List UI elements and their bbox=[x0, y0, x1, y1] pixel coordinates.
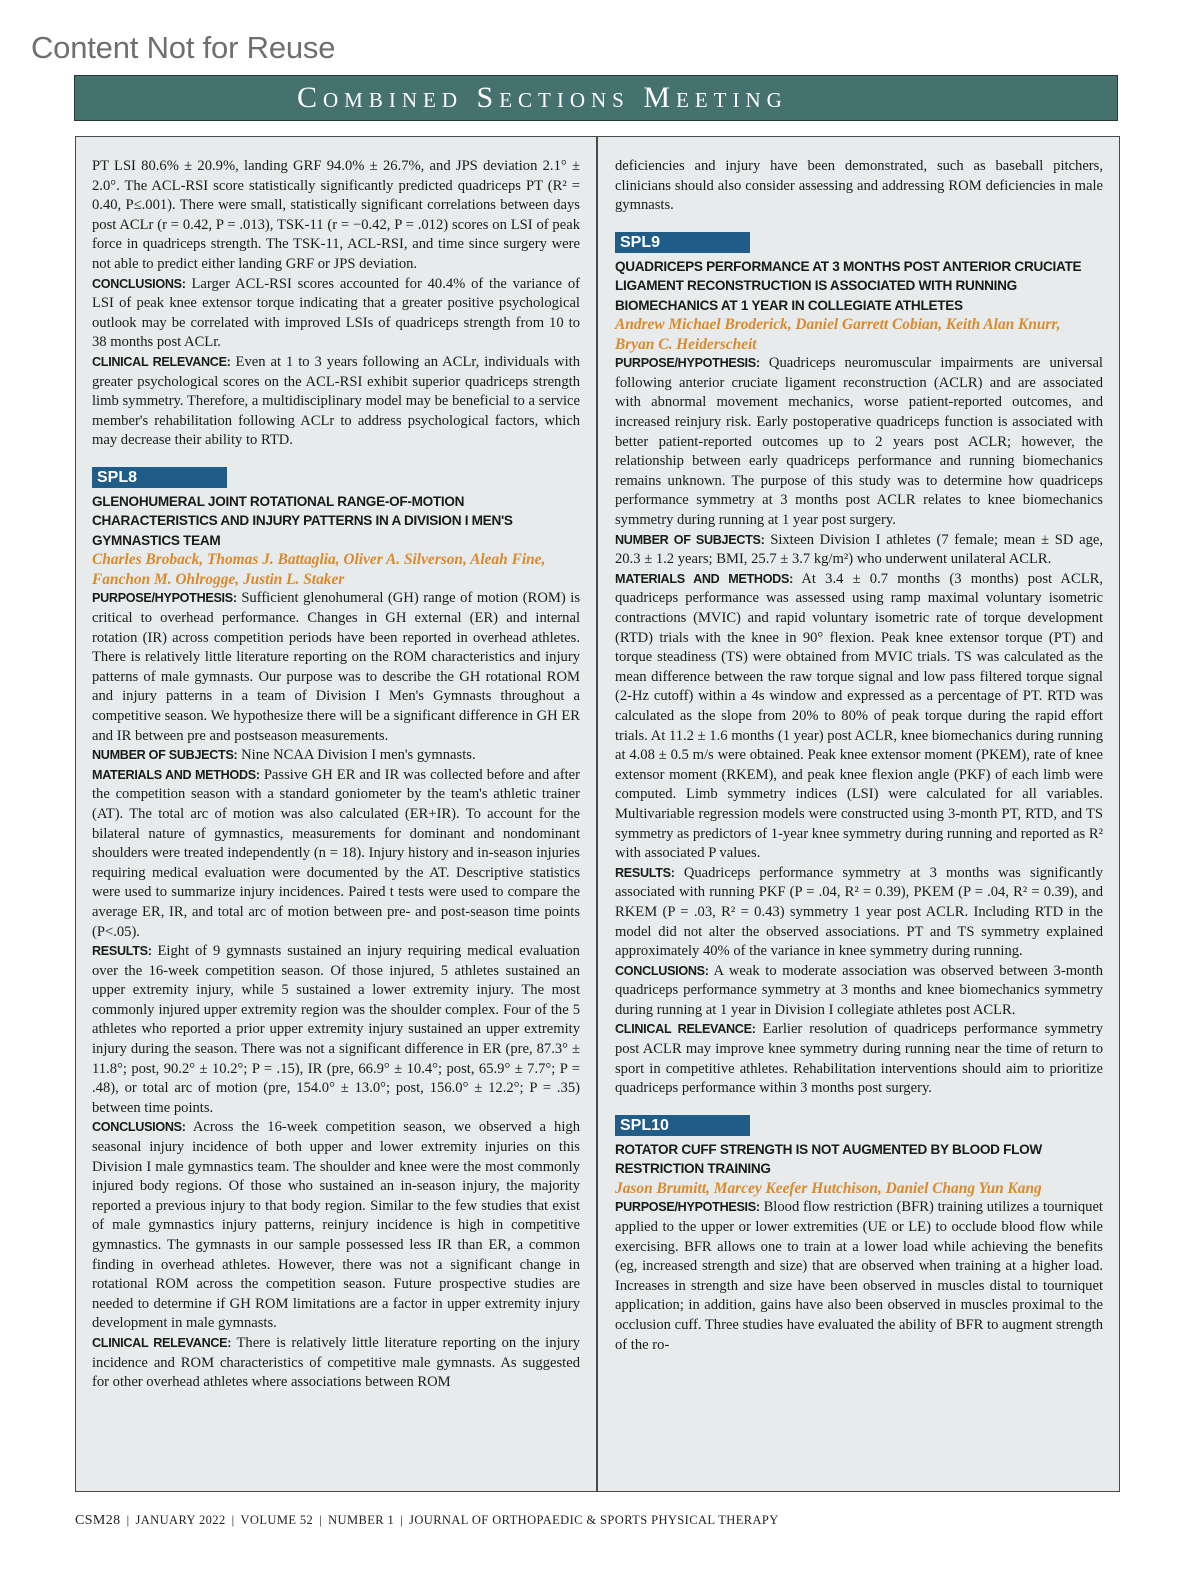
conclusions-text: A weak to moderate association was observed between 3-month quadriceps performance symmetry at 3 months and knee biomechanics symmetry during running at 1 year in Division I collegiate athletes post ACLR. bbox=[615, 962, 1103, 1018]
conclusions-label: CONCLUSIONS: bbox=[92, 1120, 186, 1135]
clinical-relevance-text: Earlier resolution of quadriceps performance symmetry post ACLR may improve knee symmetry during running near the time of return to sport in competitive athletes. Rehabilitation interventions should aim to prioritize quadriceps performance within 3 months post surgery. bbox=[615, 1021, 1103, 1097]
spl9-subjects bbox=[615, 531, 1103, 570]
left-column bbox=[75, 136, 597, 1492]
results-text: Quadriceps performance symmetry at 3 months was significantly associated with running PKF (P = .04, R² = 0.39), PKEM (P = .04, R² = 0.39), and RKEM (P = .03, R² = 0.43) symmetry 1 year post ACLR. Including RTD in the model did not alter the observed associations. PT and TS symmetry explained approximately 40% of the variance in knee symmetry during running. bbox=[615, 864, 1103, 960]
continued-text: deficiencies and injury have been demonstrated, such as baseball pitchers, clinicians should also consider assessing and addressing ROM deficiencies in male gymnasts. bbox=[615, 158, 1103, 214]
results-label: RESULTS: bbox=[92, 944, 152, 959]
conclusions-text: Larger ACL-RSI scores accounted for 40.4% of the variance of LSI of peak knee extensor torque indicating that a greater positive psychological outlook may be correlated with improved LSIs of quadriceps strength from 10 to 38 months post ACLr. bbox=[92, 275, 580, 351]
watermark: Content Not for Reuse bbox=[31, 30, 336, 65]
purpose-text: Sufficient glenohumeral (GH) range of motion (ROM) is critical to overhead performance. Changes in GH external (ER) and internal rotation (IR) across competition periods have been reported in overhead athletes. There is relatively little literature reporting on the ROM characteristics and injury patterns of male gymnasts. Our purpose was to describe the GH rotational ROM and injury patterns in a team of Division I Men's Gymnasts throughout a competitive season. We hypothesize there will be a significant difference in GH ER and IR between pre and postseason measurements. bbox=[92, 590, 580, 744]
spl9-conclusions bbox=[615, 962, 1103, 1021]
purpose-text: Blood flow restriction (BFR) training utilizes a tourniquet applied to the upper or lower extremities (UE or LE) to occlude blood flow while exercising. BFR allows one to train at a lower load while achieving the benefits (eg, increased strength and size) that are observed when training at a higher load. Increases in strength and size have been observed in muscles distal to tourniquet application; in addition, gains have also been observed in muscles proximal to the occlusion cuff. Three studies have evaluated the ability of BFR to augment strength of the ro- bbox=[615, 1199, 1103, 1353]
subjects-text: Sixteen Division I athletes (7 female; mean ± SD age, 20.3 ± 1.2 years; BMI, 25.7 ± 3.7 kg/m²) who underwent unilateral ACLR. bbox=[615, 531, 1103, 568]
issue-date: JANUARY 2022 bbox=[135, 1513, 226, 1527]
purpose-label: PURPOSE/HYPOTHESIS: bbox=[615, 1200, 760, 1215]
banner-title: Combined Sections Meeting bbox=[297, 81, 788, 114]
spl8-tag: SPL8 bbox=[92, 467, 227, 488]
spl9-authors: Andrew Michael Broderick, Daniel Garrett Cobian, Keith Alan Knurr, Bryan C. Heiderscheit bbox=[615, 316, 1061, 353]
conclusions-paragraph bbox=[92, 275, 580, 353]
subjects-label: NUMBER OF SUBJECTS: bbox=[615, 532, 765, 547]
conclusions-text: Across the 16-week competition season, we observed a high seasonal injury incidence of both upper and lower extremity injuries on this Division I male gymnastics team. The shoulder and knee were the most commonly injured body regions. Of those who sustained an in-season injury, the majority reported a previous injury to that body region. Similar to the few studies that exist of male gymnastics injury patterns, reinjury incidence is high in competitive gymnastics. The gymnasts in our sample possessed less IR than ER, a common finding in overhead athletes. However, there was not a significant change in rotational ROM across the competition season. Future prospective studies are needed to determine if GH ROM limitations are a factor in upper extremity injury development in male gymnasts. bbox=[92, 1119, 581, 1332]
clinical-relevance-paragraph bbox=[92, 353, 580, 451]
methods-label: MATERIALS AND METHODS: bbox=[92, 767, 260, 782]
clinical-relevance-label: CLINICAL RELEVANCE: bbox=[92, 354, 231, 369]
spl9-purpose bbox=[615, 354, 1103, 530]
right-column bbox=[597, 136, 1120, 1492]
page-number: CSM28 bbox=[75, 1513, 121, 1528]
spl8-subjects bbox=[92, 746, 580, 766]
purpose-text: Quadriceps neuromuscular impairments are universal following anterior cruciate ligament reconstruction (ACLR) and are associated with abnormal movement mechanics, worse patient-reported outcomes, and increased reinjury risk. Early postoperative quadriceps function is associated with better patient-reported outcomes up to 2 years post ACLR; however, the relationship between early quadriceps performance and running biomechanics remains unknown. The purpose of this study was to determine how quadriceps performance symmetry at 3 months post ACLR relates to knee biomechanics symmetry during running at 1 year post surgery. bbox=[615, 355, 1103, 529]
issue-number: NUMBER 1 bbox=[328, 1513, 395, 1527]
volume: VOLUME 52 bbox=[240, 1513, 314, 1527]
spl9-methods bbox=[615, 570, 1103, 864]
spl10-purpose bbox=[615, 1198, 1103, 1355]
methods-label: MATERIALS AND METHODS: bbox=[615, 571, 793, 586]
clinical-relevance-text: Even at 1 to 3 years following an ACLr, individuals with greater psychological scores on the ACL-RSI exhibit superior quadriceps strength limb symmetry. Therefore, a multidisciplinary model may be beneficial to a service member's rehabilitation following ACLr to address psychological factors, which may decrease their ability to RTD. bbox=[92, 353, 581, 449]
methods-text: Passive GH ER and IR was collected before and after the competition season with a standard goniometer by the team's athletic trainer (AT). The total arc of motion was also calculated (ER+IR). To account for the bilateral nature of gymnastics, measurements for dominant and nondominant shoulders were treated independently (n = 18). Injury history and in-season injuries requiring medical evaluation were documented by the AT. Descriptive statistics were used to summarize injury incidences. Paired t tests were used to compare the average ER, IR, and total arc of motion between pre- and post-season time points (P<.05). bbox=[92, 766, 580, 940]
page-footer: CSM28 | JANUARY 2022 | VOLUME 52 | NUMBER 1 | JOURNAL OF ORTHOPAEDIC & SPORTS PHYSICAL THERAPY bbox=[75, 1513, 779, 1528]
spl10-title: ROTATOR CUFF STRENGTH IS NOT AUGMENTED BY BLOOD FLOW RESTRICTION TRAINING bbox=[615, 1141, 1042, 1177]
clinical-relevance-label: CLINICAL RELEVANCE: bbox=[92, 1335, 232, 1350]
clinical-relevance-label: CLINICAL RELEVANCE: bbox=[615, 1022, 756, 1037]
subjects-text: Nine NCAA Division I men's gymnasts. bbox=[241, 747, 476, 764]
conclusions-label: CONCLUSIONS: bbox=[615, 963, 709, 978]
methods-text: At 3.4 ± 0.7 months (3 months) post ACLR, quadriceps performance was assessed using ramp maximal voluntary isometric contractions (MVIC) and rapid voluntary isometric rate of torque development (RTD) trials with the knee in 90° flexion. Peak knee extensor torque (PT) and torque steadiness (TS) were obtained from MVIC trials. TS was calculated as the mean difference between the raw torque signal and low pass filtered torque signal (2-Hz cutoff) within a 4s window and expressed as a percentage of PT. RTD was calculated as the slope from 20% to 80% of peak torque during the rapid effort trials. At 11.2 ± 1.6 months (1 year) post ACLR, knee biomechanics during running at 4.08 ± 0.5 m/s were obtained. Peak knee extensor moment (PKEM), rate of knee extensor moment (RKEM), and peak knee flexion angle (PKF) of each limb were computed. Limb symmetry indices (LSI) were calculated for all variables. Multivariable regression models were constructed using 3-month PT, RTD, and TS symmetry as predictors of 1-year knee symmetry during running and reported as R² with associated P values. bbox=[615, 570, 1104, 862]
results-text: Eight of 9 gymnasts sustained an injury requiring medical evaluation over the 16-week competition season. Of those injured, 5 athletes sustained an upper extremity injury, while 5 sustained a lower extremity injury. The most commonly injured upper extremity region was the shoulder complex. Four of the 5 athletes who reported a prior upper extremity injury sustained an upper extremity injury during the season. There was not a significant difference in ER (pre, 87.3° ± 11.8°; post, 90.2° ± 10.2°; P = .15), IR (pre, 66.9° ± 10.4°; post, 65.9° ± 7.7°; P = .48), or total arc of motion (pre, 154.0° ± 13.0°; post, 156.0° ± 12.2°; P = .35) between time points. bbox=[92, 943, 580, 1116]
spl8-purpose bbox=[92, 589, 580, 746]
spl10-tag: SPL10 bbox=[615, 1115, 750, 1136]
spl8-authors: Charles Broback, Thomas J. Battaglia, Oliver A. Silverson, Aleah Fine, Fanchon M. Ohlrogge, Justin L. Staker bbox=[92, 551, 546, 588]
purpose-label: PURPOSE/HYPOTHESIS: bbox=[92, 591, 237, 606]
subjects-label: NUMBER OF SUBJECTS: bbox=[92, 748, 238, 763]
spl9-tag: SPL9 bbox=[615, 232, 750, 253]
section-banner bbox=[74, 75, 1118, 121]
conclusions-label: CONCLUSIONS: bbox=[92, 276, 186, 291]
spl9-clinical-relevance bbox=[615, 1020, 1103, 1098]
clinical-relevance-text: There is relatively little literature reporting on the injury incidence and ROM characteristics of competitive male gymnasts. As suggested for other overhead athletes where associations between ROM bbox=[92, 1334, 581, 1391]
continued-results: PT LSI 80.6% ± 20.9%, landing GRF 94.0% ± 26.7%, and JPS deviation 2.1° ± 2.0°. The ACL-RSI score statistically significantly predicted quadriceps PT (R² = 0.40, P≤.001). There were small, statistically significant correlations between days post ACLr (r = 0.42, P = .013), TSK-11 (r = −0.42, P = .012) scores on LSI of peak force in quadriceps strength. The TSK-11, ACL-RSI, and time since surgery were not able to predict either landing GRF or JPS deviation. bbox=[92, 158, 580, 272]
spl8-clinical-relevance bbox=[92, 1334, 580, 1393]
spl8-title: GLENOHUMERAL JOINT ROTATIONAL RANGE-OF-MOTION CHARACTERISTICS AND INJURY PATTERNS IN A DIVISION I MEN'S GYMNASTICS TEAM bbox=[92, 493, 513, 548]
spl8-results bbox=[92, 942, 580, 1118]
spl9-results bbox=[615, 864, 1103, 962]
spl8-conclusions bbox=[92, 1118, 580, 1334]
spl8-methods bbox=[92, 766, 580, 942]
spl10-authors: Jason Brumitt, Marcey Keefer Hutchison, Daniel Chang Yun Kang bbox=[615, 1179, 1042, 1197]
purpose-label: PURPOSE/HYPOTHESIS: bbox=[615, 356, 760, 371]
spl9-title: QUADRICEPS PERFORMANCE AT 3 MONTHS POST ANTERIOR CRUCIATE LIGAMENT RECONSTRUCTION IS ASSOCIATED WITH RUNNING BIOMECHANICS AT 1 YEAR IN COLLEGIATE ATHLETES bbox=[615, 258, 1082, 313]
results-label: RESULTS: bbox=[615, 865, 675, 880]
journal-name: JOURNAL OF ORTHOPAEDIC & SPORTS PHYSICAL THERAPY bbox=[409, 1513, 779, 1527]
